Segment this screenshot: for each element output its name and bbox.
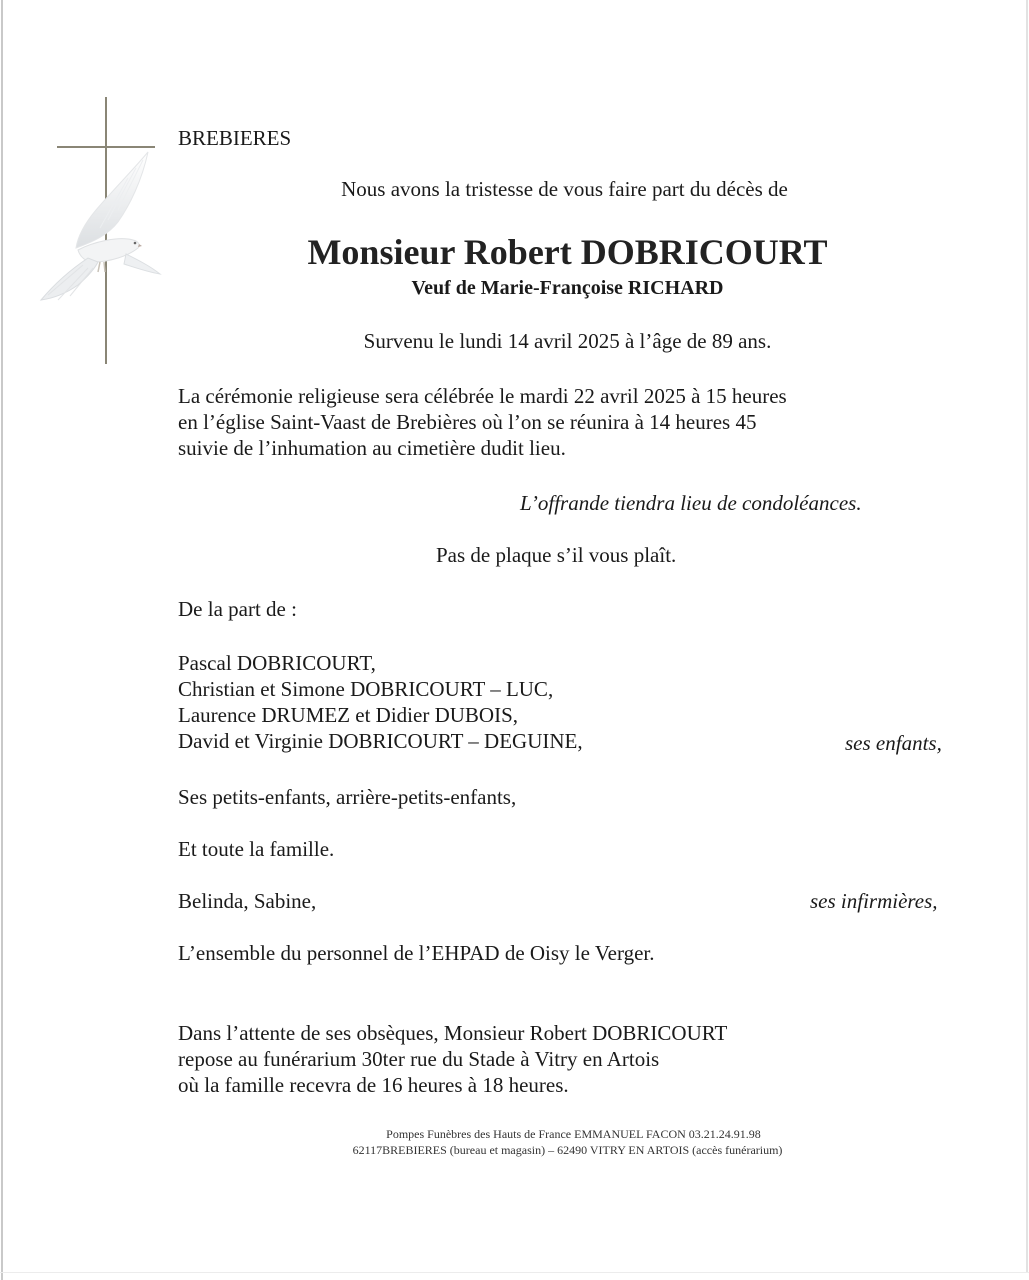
all-family-line: Et toute la famille.: [178, 837, 335, 861]
cross-icon-bar: [57, 146, 155, 148]
offering-note: L’offrande tiendra lieu de condoléances.: [520, 491, 862, 515]
nurses-line: Belinda, Sabine,: [178, 889, 317, 913]
resting-line: Dans l’attente de ses obsèques, Monsieur Robert DOBRICOURT: [178, 1021, 728, 1045]
resting-line: repose au funérarium 30ter rue du Stade à Vitry en Artois: [178, 1047, 660, 1071]
staff-line: L’ensemble du personnel de l’EHPAD de Oisy le Verger.: [178, 941, 655, 965]
nurses-role: ses infirmières,: [810, 889, 938, 913]
ceremony-details: [178, 383, 787, 461]
grandchildren-line: Ses petits-enfants, arrière-petits-enfants,: [178, 785, 517, 809]
funeral-home-address: 62117BREBIERES (bureau et magasin) – 62490 VITRY EN ARTOIS (accès funérarium): [352, 1143, 783, 1157]
children-list: [178, 650, 583, 754]
widower-of: Veuf de Marie-Françoise RICHARD: [411, 277, 724, 299]
resting-details: [178, 1020, 727, 1098]
ceremony-line: en l’église Saint-Vaast de Brebières où l’on se réunira à 14 heures 45: [178, 410, 757, 434]
ceremony-line: La cérémonie religieuse sera célébrée le mardi 22 avril 2025 à 15 heures: [178, 384, 787, 408]
child-entry: Pascal DOBRICOURT,: [178, 651, 376, 675]
no-plaque-note: Pas de plaque s’il vous plaît.: [436, 543, 677, 567]
children-role: ses enfants,: [845, 731, 942, 755]
death-notice: Survenu le lundi 14 avril 2025 à l’âge de 89 ans.: [363, 329, 772, 353]
page-edge-bottom: [0, 1272, 1029, 1273]
child-entry: Laurence DRUMEZ et Didier DUBOIS,: [178, 703, 518, 727]
intro-text: Nous avons la tristesse de vous faire part du décès de: [341, 177, 788, 201]
resting-line: où la famille recevra de 16 heures à 18 heures.: [178, 1073, 569, 1097]
child-entry: David et Virginie DOBRICOURT – DEGUINE,: [178, 729, 583, 753]
town-name: BREBIERES: [178, 126, 292, 150]
child-entry: Christian et Simone DOBRICOURT – LUC,: [178, 677, 554, 701]
ceremony-line: suivie de l’inhumation au cimetière dudit lieu.: [178, 436, 566, 460]
from-label: De la part de :: [178, 597, 297, 621]
funeral-home-line: Pompes Funèbres des Hauts de France EMMANUEL FACON 03.21.24.91.98: [386, 1127, 761, 1141]
deceased-name: Monsieur Robert DOBRICOURT: [307, 232, 828, 272]
